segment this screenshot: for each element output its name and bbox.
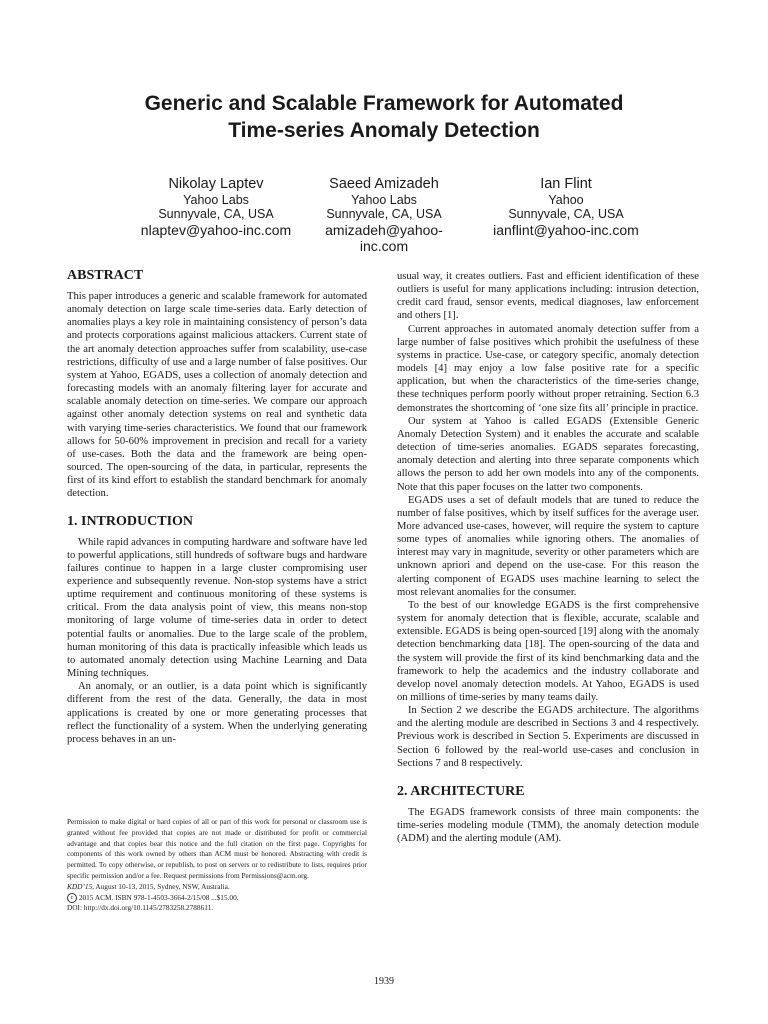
abstract-text: This paper introduces a generic and scalable framework for automated anomaly detection on large scale time-series data. Early detection of anomalies plays a key role in maintaining consistency of person’s data and protects corporations against malicious attackers. Current state of the art anomaly detection approaches suffer from scalability, use-case restrictions, difficulty of use and a large number of false positives. Our system at Yahoo, EGADS, uses a collection of anomaly detection and forecasting models with an anomaly filtering layer for accurate and scalable anomaly detection on time-series. We compare our approach against other anomaly detection systems on real and synthetic data with varying time-series characteristics. We found that our framework allows for 50-60% improvement in precision and recall for a variety of use-cases. Both the data and the framework are being open-sourced. The open-sourcing of the data, in particular, represents the first of its kind effort to establish the standard benchmark for anomaly detection.: [67, 291, 367, 500]
author-location: Sunnyvale, CA, USA: [158, 207, 274, 221]
body-paragraph: In Section 2 we describe the EGADS architecture. The algorithms and the alerting module are described in Sections 3 and 4 respectively. Previous work is described in Section 5. Experiments are discussed in Section 6 followed by the real-world use-cases and conclusion in Sections 7 and 8 respectively.: [397, 705, 699, 769]
isbn-text: 2015 ACM. ISBN 978-1-4503-3664-2/15/08 ...$15.00.: [78, 892, 239, 902]
right-column: [397, 270, 699, 845]
author-name: Ian Flint: [540, 176, 592, 192]
permission-text: Permission to make digital or hard copies of all or part of this work for personal or classroom use is granted without fee provided that copies are not made or distributed for profit or commercial advantage and that copies bear this notice and the full citation on the first page. Copyrights for components of this work owned by others than ACM must be honored. Abstracting with credit is permitted. To copy otherwise, or republish, to post on servers or to redistribute to lists, requires prior specific permission and/or a fee. Request permissions from Permissions@acm.org.: [67, 817, 367, 880]
conference-name: KDD’15,: [67, 881, 94, 891]
title-line-1: Generic and Scalable Framework for Automated: [144, 92, 624, 115]
body-paragraph: The EGADS framework consists of three main components: the time-series modeling module (TMM), the anomaly detection module (ADM) and the alerting module (AM).: [397, 806, 699, 845]
left-column: [67, 268, 367, 746]
author-block-2: [284, 176, 484, 254]
body-paragraph: Our system at Yahoo is called EGADS (Extensible Generic Anomaly Detection System) and it enables the accurate and scalable detection of time-series anomalies. EGADS separates forecasting, anomaly detection and alerting into three separate components which allows the person to add her own models into any of the components. Note that this paper focuses on the latter two components.: [397, 415, 699, 493]
conference-line: [67, 882, 367, 893]
body-paragraph: Current approaches in automated anomaly detection suffer from a large number of false positives which prohibit the usefulness of these systems in practice. Use-case, or category specific, anomaly detection models [4] may enjoy a low false positive rate for a specific application, but when the characteristics of the time-series change, these techniques perform poorly without proper retraining. Section 6.3 demonstrates the shortcoming of ‘one size fits all’ principle in practice.: [397, 323, 699, 414]
copyright-notice: [67, 817, 367, 914]
introduction-heading: 1. INTRODUCTION: [67, 513, 194, 529]
copyright-icon: c: [67, 893, 77, 903]
conference-detail: August 10-13, 2015, Sydney, NSW, Australia.: [93, 881, 230, 891]
introduction-paragraph: While rapid advances in computing hardware and software have led to powerful applications, still hundreds of software bugs and hardware failures continue to happen in a large cluster compromising user experience and subsequently revenue. Non-stop systems have a strict uptime requirement and continuous monitoring of these systems is critical. From the data analysis point of view, this means non-stop monitoring of large volume of time-series data in order to detect potential faults or anomalies. Due to the large scale of the problem, human monitoring of this data is practically infeasible which leads us to automated anomaly detection using Machine Learning and Data Mining techniques.: [67, 536, 367, 680]
body-paragraph: To the best of our knowledge EGADS is the first comprehensive system for anomaly detection that is flexible, accurate, scalable and extensible. EGADS is being open-sourced [19] along with the anomaly detection benchmarking data [18]. The open-sourcing of the data and the system will provide the first of its kind benchmarking data and the framework to help the academics and the industry collaborate and develop novel anomaly detection models. At Yahoo, EGADS is used on millions of time-series by many teams daily.: [397, 599, 699, 703]
page-number: 1939: [374, 976, 394, 987]
isbn-line: [67, 893, 367, 904]
author-affiliation: Yahoo Labs: [183, 193, 249, 207]
paper-title: [40, 90, 728, 144]
author-location: Sunnyvale, CA, USA: [326, 207, 442, 221]
author-affiliation: Yahoo Labs: [351, 193, 417, 207]
author-email: amizadeh@yahoo-inc.com: [325, 222, 443, 254]
introduction-paragraph: An anomaly, or an outlier, is a data point which is significantly different from the rest of the data. Generally, the data in most applications is created by one or more generating processes that reflect the functionality of a system. When the underlying generating process behaves in an un-: [67, 681, 367, 745]
author-email: ianflint@yahoo-inc.com: [493, 222, 639, 238]
author-block-3: [466, 176, 666, 238]
body-paragraph: EGADS uses a set of default models that are tuned to reduce the number of false positives, which by itself suffices for the average user. More advanced use-cases, however, will require the system to capture some types of anomalies while ignoring others. The anomalies of interest may vary in magnitude, severity or other parameters which are unknown apriori and depend on the use-case. For this reason the alerting component of EGADS uses machine learning to select the most relevant anomalies for the consumer.: [397, 494, 699, 598]
author-name: Saeed Amizadeh: [329, 176, 439, 192]
body-paragraph: usual way, it creates outliers. Fast and efficient identification of these outliers is useful for many applications including: intrusion detection, credit card fraud, sensor events, medical diagnoses, law enforcement and others [1].: [397, 271, 699, 322]
author-affiliation: Yahoo: [548, 193, 584, 207]
title-line-2: Time-series Anomaly Detection: [228, 119, 540, 142]
author-name: Nikolay Laptev: [168, 176, 264, 192]
doi-line: DOI: http://dx.doi.org/10.1145/2783258.2788611.: [67, 903, 214, 913]
author-email: nlaptev@yahoo-inc.com: [140, 222, 292, 238]
author-location: Sunnyvale, CA, USA: [508, 207, 624, 221]
abstract-heading: ABSTRACT: [67, 268, 144, 283]
architecture-heading: 2. ARCHITECTURE: [397, 783, 525, 799]
